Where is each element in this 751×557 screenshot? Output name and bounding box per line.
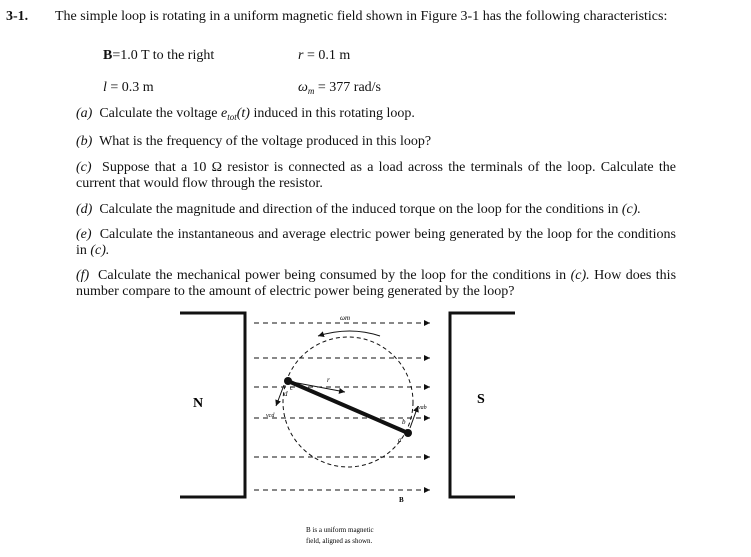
field-B-label: B xyxy=(399,496,404,504)
part-e-ref: (c). xyxy=(90,243,110,258)
given-omega-sub: m xyxy=(307,86,315,96)
part-a-var: e xyxy=(221,106,228,121)
label-d: d xyxy=(284,390,288,398)
part-a-pre: Calculate the voltage xyxy=(99,106,218,121)
part-d-ref: (c). xyxy=(621,202,641,217)
rotation-arrow xyxy=(318,331,380,336)
given-omega-value: = 377 rad/s xyxy=(317,80,381,95)
north-pole-face xyxy=(180,313,245,497)
given-l xyxy=(103,80,154,96)
given-l-value: = 0.3 m xyxy=(110,80,154,95)
part-f-text1: Calculate the mechanical power being consumed by the loop for the conditions in xyxy=(98,268,567,283)
figure-rotating-loop xyxy=(0,300,751,557)
part-f-text2: How does this number compare to the amount of electric power being generated by the loop? xyxy=(76,268,677,299)
given-r xyxy=(298,48,350,64)
rotation-circle xyxy=(283,337,413,467)
given-r-symbol: r xyxy=(298,48,304,63)
terminal-right xyxy=(404,429,412,437)
part-c-label: (c) xyxy=(76,160,92,175)
vab-label: vab xyxy=(418,405,427,411)
part-e-text: Calculate the instantaneous and average electric power being generated by the loop for the conditions in xyxy=(76,227,676,258)
part-f-label: (f) xyxy=(76,268,90,283)
part-d-label: (d) xyxy=(76,202,93,217)
part-f-ref: (c). xyxy=(570,268,590,283)
part-e xyxy=(76,227,676,259)
label-c: c xyxy=(290,384,294,392)
given-omega-symbol: ω xyxy=(298,80,308,95)
part-d-text: Calculate the magnitude and direction of the induced torque on the loop for the conditions in xyxy=(99,202,619,217)
part-a-sub: tot xyxy=(227,112,237,122)
given-B xyxy=(103,48,214,64)
part-f xyxy=(76,268,676,300)
part-e-label: (e) xyxy=(76,227,92,242)
given-omega xyxy=(298,80,381,96)
vcd-label: vcd xyxy=(266,413,275,419)
north-label: N xyxy=(193,396,204,411)
caption-line1: B is a uniform magnetic xyxy=(306,526,374,534)
loop-conductor xyxy=(288,381,408,433)
part-a-post: induced in this rotating loop. xyxy=(253,106,415,121)
part-b-label: (b) xyxy=(76,134,93,149)
label-a: a xyxy=(398,436,402,444)
part-a xyxy=(76,106,676,125)
problem-number: 3-1. xyxy=(6,9,29,24)
part-a-label: (a) xyxy=(76,106,93,121)
given-r-value: = 0.1 m xyxy=(306,48,351,63)
part-a-arg: (t) xyxy=(236,106,250,121)
part-b-text: What is the frequency of the voltage produced in this loop? xyxy=(99,134,432,149)
part-c xyxy=(76,160,676,192)
given-B-value: =1.0 T to the right xyxy=(112,48,215,63)
part-c-text: Suppose that a 10 Ω resistor is connected as a load across the terminals of the loop. Calculate the current that would flow through the resistor. xyxy=(76,160,676,191)
radius-label: r xyxy=(327,376,330,384)
omega-label: ωm xyxy=(340,314,350,322)
caption-line2: field, aligned as shown. xyxy=(306,537,373,545)
given-B-symbol: B xyxy=(103,48,113,63)
problem-intro: The simple loop is rotating in a uniform magnetic field shown in Figure 3-1 has the following characteristics: xyxy=(55,9,668,24)
part-b xyxy=(76,134,676,150)
label-b: b xyxy=(402,418,406,426)
given-l-symbol: l xyxy=(103,80,107,95)
south-label: S xyxy=(477,392,485,407)
part-d xyxy=(76,202,676,218)
